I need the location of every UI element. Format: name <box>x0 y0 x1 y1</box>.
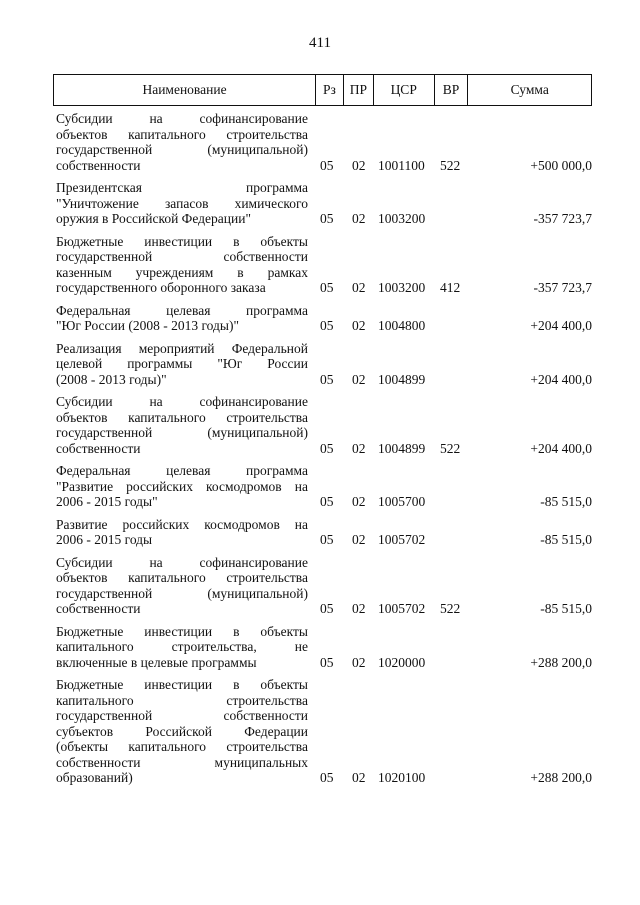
row-rz: 05 <box>320 280 334 295</box>
row-name <box>56 517 308 548</box>
row-vr: 522 <box>440 601 461 616</box>
row-csr: 1004800 <box>378 318 426 333</box>
page-number: 411 <box>309 35 331 51</box>
row-name-line: Развитие российских космодромов на <box>56 516 308 532</box>
table-row <box>56 517 592 548</box>
row-pr: 02 <box>352 494 366 509</box>
row-name-line: казенным учреждениям в рамках <box>56 264 308 280</box>
row-name-line: целевой программы "Юг России <box>56 356 308 371</box>
row-name-line: (2008 - 2013 годы)" <box>56 371 167 387</box>
row-rz: 05 <box>320 371 334 387</box>
row-name-line: государственной собственности <box>56 708 308 723</box>
row-name <box>56 341 308 388</box>
row-name-line: Субсидии на софинансирование <box>56 554 308 570</box>
row-sum: +204 400,0 <box>530 371 592 387</box>
row-name-line: 2006 - 2015 годы" <box>56 494 158 509</box>
row-rz: 05 <box>320 654 334 670</box>
row-name-line: "Развитие российских космодромов на <box>56 478 308 494</box>
row-name-line: капитального строительства, не <box>56 639 308 654</box>
row-name-line: Федеральная целевая программа <box>56 463 308 478</box>
row-csr: 1005700 <box>378 494 426 509</box>
row-name-line: Субсидии на софинансирование <box>56 111 308 126</box>
row-pr: 02 <box>352 211 366 226</box>
table-body <box>56 111 592 793</box>
header-sum: Сумма <box>510 82 549 97</box>
row-vr: 412 <box>440 280 461 295</box>
row-rz: 05 <box>320 440 334 456</box>
row-rz: 05 <box>320 601 334 616</box>
row-sum: +204 400,0 <box>530 318 592 333</box>
row-sum: +500 000,0 <box>530 157 592 173</box>
row-name <box>56 463 308 510</box>
row-sum: -85 515,0 <box>540 494 592 509</box>
row-name-line: оружия в Российской Федерации" <box>56 211 251 226</box>
row-name-line: объектов капитального строительства <box>56 126 308 142</box>
table-row <box>56 234 592 296</box>
table-row <box>56 677 592 786</box>
row-name-line: "Уничтожение запасов химического <box>56 195 308 211</box>
row-rz: 05 <box>320 770 334 785</box>
row-name <box>56 677 308 786</box>
table-header <box>53 74 592 106</box>
row-vr: 522 <box>440 440 461 456</box>
row-pr: 02 <box>352 318 366 333</box>
row-name-line: собственности <box>56 157 141 173</box>
row-name <box>56 234 308 296</box>
row-name-line: объектов капитального строительства <box>56 570 308 585</box>
row-name-line: включенные в целевые программы <box>56 654 257 670</box>
row-name <box>56 555 308 617</box>
header-rz: Рз <box>316 75 344 105</box>
row-rz: 05 <box>320 318 334 333</box>
row-rz: 05 <box>320 532 334 547</box>
header-csr: ЦСР <box>374 75 435 105</box>
table-row <box>56 394 592 456</box>
row-pr: 02 <box>352 371 366 387</box>
row-sum: -85 515,0 <box>540 601 592 616</box>
row-name-line: Реализация мероприятий Федеральной <box>56 340 308 356</box>
row-csr: 1004899 <box>378 371 426 387</box>
row-name <box>56 624 308 671</box>
row-name-line: государственной (муниципальной) <box>56 585 308 601</box>
row-sum: -357 723,7 <box>533 211 592 226</box>
row-name <box>56 394 308 456</box>
row-name-line: государственной (муниципальной) <box>56 142 308 157</box>
row-sum: +288 200,0 <box>530 770 592 785</box>
row-csr: 1001100 <box>378 157 425 173</box>
row-name-line: собственности <box>56 440 141 456</box>
row-csr: 1005702 <box>378 532 426 547</box>
row-name-line: субъектов Российской Федерации <box>56 723 308 739</box>
header-name: Наименование <box>54 75 316 105</box>
header-pr: ПР <box>344 75 374 105</box>
row-pr: 02 <box>352 157 366 173</box>
table-row <box>56 111 592 173</box>
row-rz: 05 <box>320 157 334 173</box>
row-rz: 05 <box>320 494 334 509</box>
row-name-line: государственной собственности <box>56 249 308 264</box>
row-csr: 1020100 <box>378 770 426 785</box>
row-name-line: 2006 - 2015 годы <box>56 532 153 547</box>
row-csr: 1003200 <box>378 280 426 295</box>
table-row <box>56 341 592 388</box>
row-vr: 522 <box>440 157 461 173</box>
row-name-line: собственности <box>56 601 141 616</box>
row-name <box>56 111 308 173</box>
row-name-line: Субсидии на софинансирование <box>56 394 308 409</box>
table-row <box>56 624 592 671</box>
row-csr: 1003200 <box>378 211 426 226</box>
row-name <box>56 303 308 334</box>
row-pr: 02 <box>352 280 366 295</box>
table-row <box>56 555 592 617</box>
row-name-line: объектов капитального строительства <box>56 409 308 425</box>
row-name-line: Бюджетные инвестиции в объекты <box>56 623 308 639</box>
row-name-line: государственной (муниципальной) <box>56 425 308 440</box>
row-csr: 1020000 <box>378 654 426 670</box>
row-pr: 02 <box>352 601 366 616</box>
row-sum: +204 400,0 <box>530 440 592 456</box>
row-name-line: Бюджетные инвестиции в объекты <box>56 233 308 249</box>
row-csr: 1004899 <box>378 440 426 456</box>
row-name-line: собственности муниципальных <box>56 754 308 770</box>
table-row <box>56 303 592 334</box>
row-sum: -357 723,7 <box>533 280 592 295</box>
row-name-line: Федеральная целевая программа <box>56 302 308 318</box>
header-vr: ВР <box>435 75 469 105</box>
row-sum: +288 200,0 <box>530 654 592 670</box>
row-name-line: капитального строительства <box>56 692 308 708</box>
row-name-line: Президентская программа <box>56 180 308 195</box>
row-sum: -85 515,0 <box>540 532 592 547</box>
row-name-line: государственного оборонного заказа <box>56 280 266 295</box>
row-pr: 02 <box>352 654 366 670</box>
row-name-line: образований) <box>56 770 133 785</box>
table-row <box>56 180 592 227</box>
row-pr: 02 <box>352 770 366 785</box>
row-rz: 05 <box>320 211 334 226</box>
row-csr: 1005702 <box>378 601 426 616</box>
row-name-line: (объекты капитального строительства <box>56 739 308 754</box>
row-name-line: Бюджетные инвестиции в объекты <box>56 677 308 692</box>
row-name-line: "Юг России (2008 - 2013 годы)" <box>56 318 239 333</box>
row-pr: 02 <box>352 440 366 456</box>
table-row <box>56 463 592 510</box>
row-name <box>56 180 308 227</box>
row-pr: 02 <box>352 532 366 547</box>
